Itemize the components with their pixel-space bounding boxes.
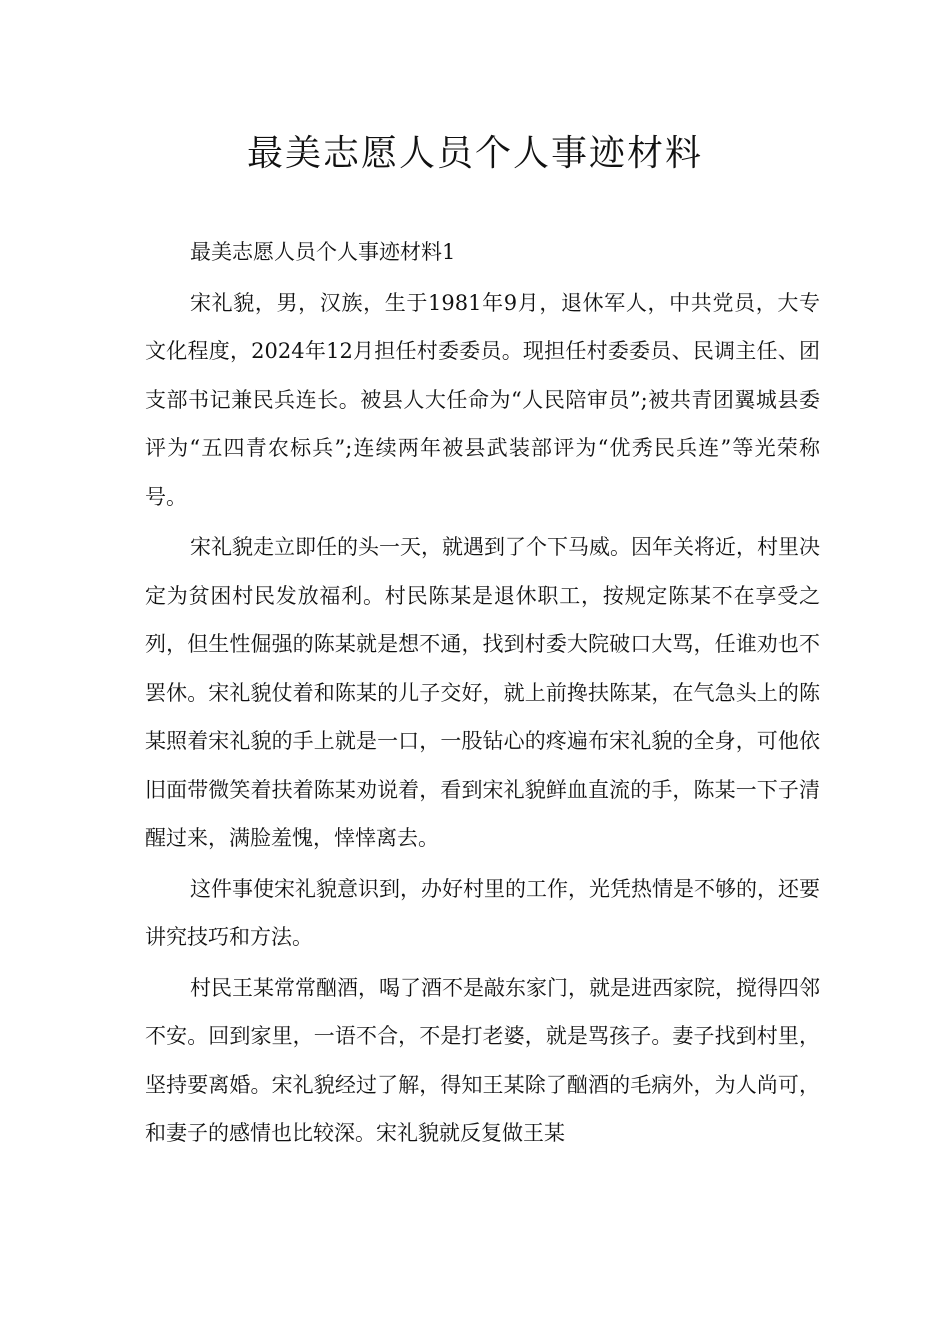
document-title: 最美志愿人员个人事迹材料	[246, 133, 703, 174]
paragraph: 宋礼貌走立即任的头一天，就遇到了个下马威。因年关将近，村里决定为贫困村民发放福利。村民陈某是退休职工，按规定陈某不在享受之列，但生性倔强的陈某就是想不通，找到村委大院破口大骂，任谁劝也不罢休。宋礼貌仗着和陈某的儿子交好，就上前搀扶陈某，在气急头上的陈某照着宋礼貌的手上就是一口，一股钻心的疼遍布宋礼貌的全身，可他依旧面带微笑着扶着陈某劝说着，看到宋礼貌鲜血直流的手，陈某一下子清醒过来，满脸羞愧，悻悻离去。	[145, 535, 820, 850]
paragraph: 宋礼貌，男，汉族，生于1981年9月，退休军人，中共党员，大专文化程度，2024年12月担任村委委员。现担任村委委员、民调主任、团支部书记兼民兵连长。被县人大任命为“人民陪审员”;被共青团翼城县委评为“五四青农标兵”;连续两年被县武装部评为“优秀民兵连”等光荣称号。	[145, 290, 820, 509]
document-body	[145, 228, 820, 1160]
paragraph: 这件事使宋礼貌意识到，办好村里的工作，光凭热情是不够的，还要讲究技巧和方法。	[145, 876, 820, 949]
section-heading: 最美志愿人员个人事迹材料1	[190, 240, 456, 264]
paragraph: 村民王某常常酗酒，喝了酒不是敲东家门，就是进西家院，搅得四邻不安。回到家里，一语不合，不是打老婆，就是骂孩子。妻子找到村里，坚持要离婚。宋礼貌经过了解，得知王某除了酗酒的毛病外，为人尚可，和妻子的感情也比较深。宋礼貌就反复做王某	[145, 975, 820, 1145]
